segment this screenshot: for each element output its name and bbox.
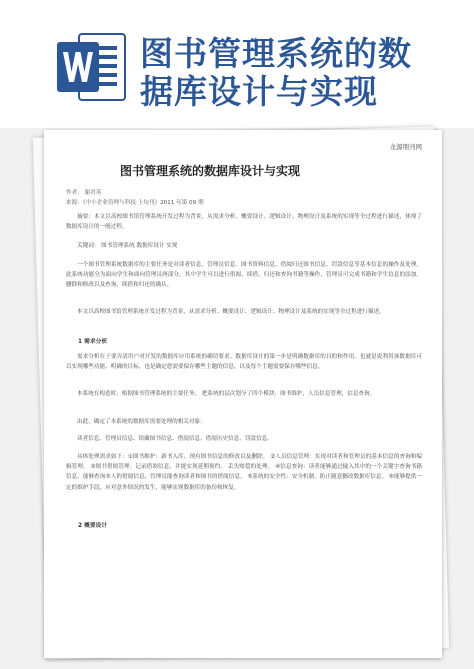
keywords-line: 关键词： 图书管理系统 数据库设计 实现 — [77, 243, 178, 249]
background-paragraph: 本文以高校图书馆管理系统开发过程为背景，从需求分析、概要设计、逻辑设计、物理设计及系统的实现等全过程进行描述。 — [77, 309, 385, 315]
section-heading-2: 2 概要设计 — [78, 523, 108, 529]
journal-name: 龙源期刊网 — [389, 143, 422, 151]
word-document-icon — [55, 30, 127, 104]
objects-intro-paragraph: 由此，确定了本系统的数据库需要处理的相关对象： — [77, 419, 206, 425]
author-line: 作者： 谢君英 — [66, 190, 102, 196]
section-heading-1: 1 需求分析 — [78, 339, 108, 345]
abstract-paragraph: 摘要：本文以高校图书馆管理系统开发过程为背景，从需求分析、概要设计、逻辑设计、物理设计及系统的实现等全过程进行描述，体现了数据库设计的一般过程。 — [66, 214, 422, 231]
document-page — [44, 130, 442, 658]
document-title: 图书管理系统的数据库设计与实现 — [120, 164, 301, 178]
banner-title-line-1: 图书管理系统的数 — [140, 34, 412, 73]
objects-list-paragraph: 读者信息、管理员信息、馆藏图书信息、借阅信息、借阅历史信息、罚款信息。 — [77, 436, 273, 442]
intro-paragraph: 一个图书管理系统数据库的主要任务是对读者信息、管理员信息、图书资料信息、借阅归还图书信息、罚款信息等基本信息的操作及处理。此系统功能分为面向学生和面向管理员两部分，其中学生可以进行借阅、续借、归还和查询书籍等操作，管理员可完成书籍和学生信息的添加、删除和修改以及查询、续借和归还的确认。 — [66, 262, 422, 289]
requirements-detail-paragraph: 具体处理需求如下：①图书维护：新书入库、现有图书信息的修改以及删除。 ②人员信息管理：实现对读者和管理员的基本信息的查询和编辑管理。 ③图书借阅管理：记录借阅信息，并能实现延期预约。 丢失赔偿的处理。 ④信息查询：读者能够通过输入其中的一个关键字查询书籍信息，能够查询本人的借阅信息、管理员能查询读者和图书的借阅信息。 ⑤系统的安全性：安全机制，防止随意删改数据库信息。 ⑥能够提供一定的维护手段，应对意外情况的发生，能够实现数据库的备份和恢复。 — [66, 454, 422, 491]
modules-paragraph: 本系统在构造时，根据图书管理系统的主要任务、 把系统的层次划分了四个模块：图书维护，人员信息管理，信息查询。 — [77, 391, 376, 397]
banner-title-line-2: 据库设计与实现 — [140, 72, 378, 111]
banner — [0, 0, 474, 128]
source-line: 来源：《中小企业管理与科技·上旬刊》2011 年第 09 期 — [66, 200, 204, 206]
requirements-paragraph: 需求分析在于要弄清用户对开发的数据库应用系统的确切要求。数据库设计的第一步是明确数据库的目的和作用，也就是说利用该数据库可以实现哪些功能、明确的目标，也是确定您需要保存哪些主题的信息，以及每个主题需要保存哪些信息。 — [66, 354, 422, 371]
